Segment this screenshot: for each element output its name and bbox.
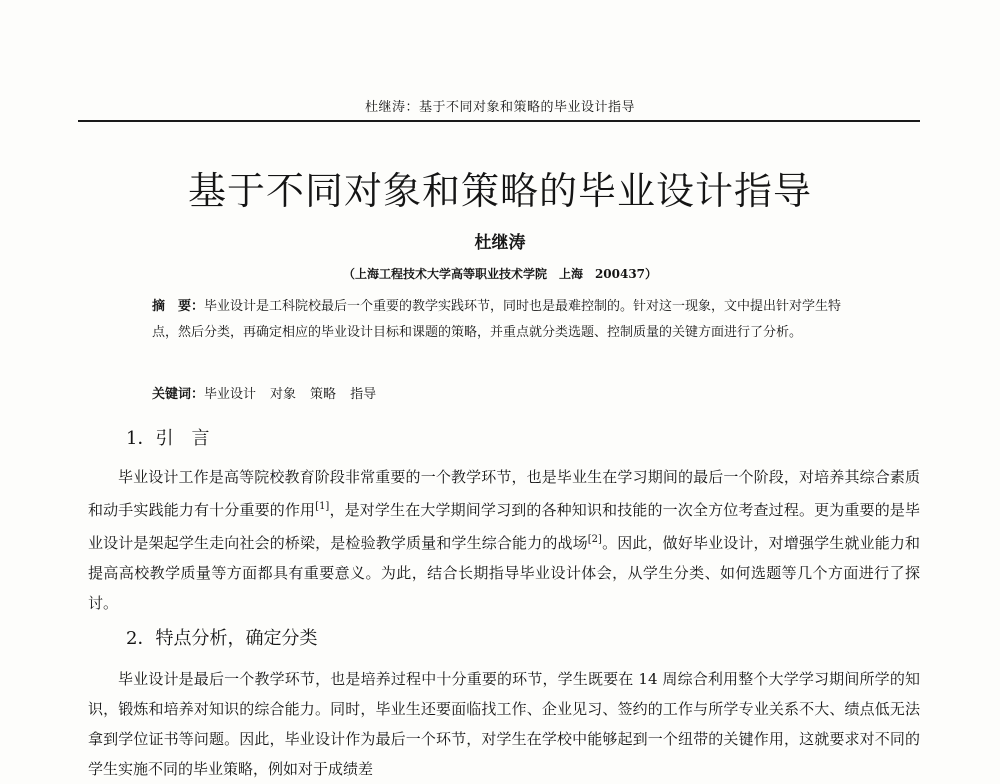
keyword: 毕业设计 bbox=[204, 387, 257, 402]
abstract bbox=[152, 294, 852, 346]
section-heading-analysis: 2．特点分析，确定分类 bbox=[126, 628, 318, 649]
abstract-text: 毕业设计是工科院校最后一个重要的教学实践环节，同时也是最难控制的。针对这一现象，文中提出针对学生特点，然后分类，再确定相应的毕业设计目标和课题的策略，并重点就分类选题、控制质量的关键方面进行了分析。 bbox=[152, 299, 842, 340]
running-header: 杜继涛：基于不同对象和策略的毕业设计指导 bbox=[364, 100, 635, 115]
abstract-label: 摘 要： bbox=[152, 299, 205, 314]
paper-title: 基于不同对象和策略的毕业设计指导 bbox=[187, 169, 812, 213]
paragraph-text: 。因此，做好毕业设计，对增强学生就业能力和提高高校教学质量等方面都具有重要意义。为此，结合长期指导毕业设计体会，从学生分类、如何选题等几个方面进行了探讨。 bbox=[88, 534, 920, 612]
citation-ref[interactable]: [2] bbox=[587, 534, 602, 545]
keyword: 指导 bbox=[350, 387, 377, 402]
section-heading-introduction: 1．引 言 bbox=[126, 428, 210, 449]
author-affiliation: （上海工程技术大学高等职业技术学院 上海 200437） bbox=[342, 267, 658, 281]
keywords bbox=[152, 383, 852, 402]
body-paragraph bbox=[88, 462, 920, 618]
author-name: 杜继涛 bbox=[474, 233, 526, 253]
keyword: 对象 bbox=[270, 387, 297, 402]
keyword: 策略 bbox=[310, 387, 337, 402]
citation-ref[interactable]: [1] bbox=[315, 501, 330, 512]
paragraph-text: 毕业设计工作是高等院校教育阶段非常重要的一个教学环节，也是毕业生在学习期间的最后一个阶段，对培养其综合素质和动手实践能力有十分重要的作用 bbox=[88, 468, 920, 519]
keywords-label: 关键词： bbox=[152, 387, 205, 402]
body-paragraph: 毕业设计是最后一个教学环节，也是培养过程中十分重要的环节，学生既要在 14 周综合利用整个大学学习期间所学的知识，锻炼和培养对知识的综合能力。同时，毕业生还要面临找工作、企业见习、签约的工作与所学专业关系不大、绩点低无法拿到学位证书等问题。因此，毕业设计作为最后一个环节，对学生在学校中能够起到一个纽带的关键作用，这就要求对不同的学生实施不同的毕业策略，例如对于成绩差 bbox=[88, 670, 920, 778]
header-rule bbox=[78, 120, 920, 122]
paragraph-text: ，是对学生在大学期间学习到的各种知识和技能的一次全方位考查过程。更为重要的是毕业设计是架起学生走向社会的桥梁，是检验教学质量和学生综合能力的战场 bbox=[88, 501, 920, 552]
